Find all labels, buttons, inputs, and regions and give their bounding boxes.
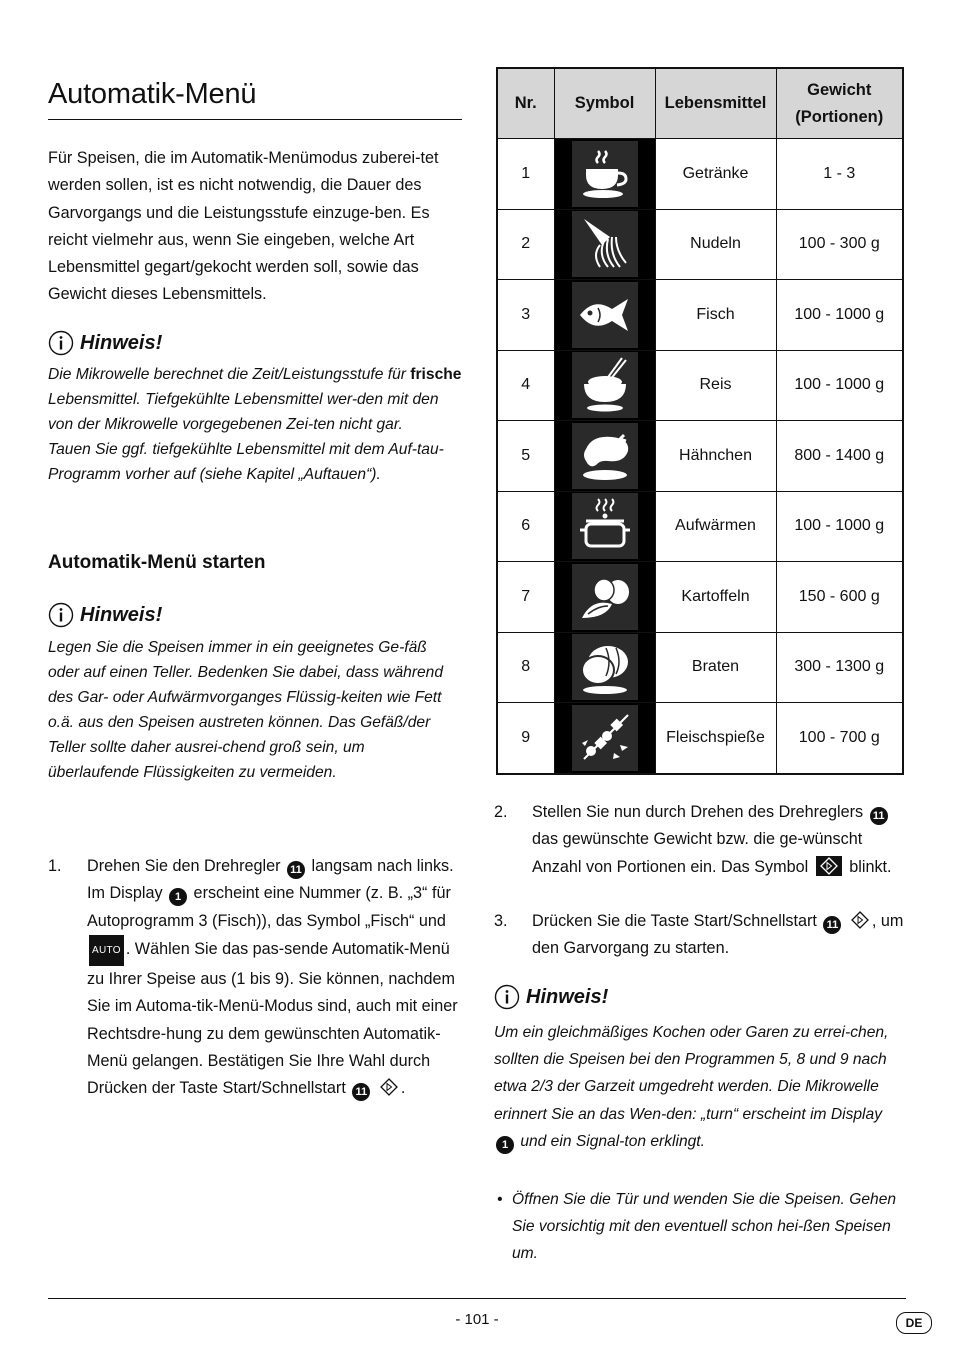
skewer-icon: [576, 709, 634, 767]
language-badge: DE: [896, 1312, 932, 1334]
food-weight: 300 - 1300 g: [776, 632, 903, 703]
knob-11-glyph: 11: [352, 1083, 370, 1101]
table-row: [497, 703, 903, 774]
info-icon: [48, 602, 74, 628]
row-number: 1: [497, 139, 554, 210]
food-weight: 100 - 1000 g: [776, 350, 903, 421]
row-number: 9: [497, 703, 554, 774]
table-row: [497, 350, 903, 421]
row-number: 7: [497, 562, 554, 633]
step-2-number: 2.: [494, 803, 508, 821]
knob-11-glyph: 11: [823, 916, 841, 934]
food-weight: 100 - 1000 g: [776, 491, 903, 562]
food-name: Aufwärmen: [655, 491, 776, 562]
table-row: [497, 209, 903, 280]
row-number: 6: [497, 491, 554, 562]
row-number: 3: [497, 280, 554, 351]
page-title: Automatik-Menü: [48, 78, 257, 110]
bullet-marker: •: [497, 1191, 503, 1208]
hint-label: Hinweis!: [526, 985, 609, 1008]
auto-menu-table: [496, 67, 904, 775]
hint3-text: Um ein gleichmäßiges Kochen oder Garen zu errei-chen, sollten die Speisen bei den Programmen 5, 8 und 9 nach etwa 2/3 der Garzeit umgedreht werden. Die Mikrowelle erinnert Sie an das Wen-den: „turn“ erscheint im Display 1 und ein Signal-ton erklingt.: [494, 1019, 906, 1155]
fish-icon: [576, 286, 634, 344]
col-header: Lebensmittel: [655, 68, 776, 139]
table-row: [497, 632, 903, 703]
food-name: Getränke: [655, 139, 776, 210]
food-name: Nudeln: [655, 209, 776, 280]
knob-11-glyph: 11: [870, 807, 888, 825]
step-2-text: Stellen Sie nun durch Drehen des Drehreglers 11 das gewünschte Gewicht bzw. die ge-wünscht Anzahl von Portionen ein. Das Symbol blinkt.: [532, 803, 892, 876]
hint2-text: Legen Sie die Speisen immer in ein geeignetes Ge-fäß oder auf einen Teller. Bedenken Sie dabei, dass während des Gar- oder Aufwärmvorganges Flüssig-keiten wie Fett o.ä. aus den Speisen austreten können. Das Gefäß/der Teller sollte daher ausrei-chend groß sein, um überlaufende Flüssigkeiten zu vermeiden.: [48, 639, 444, 781]
pot-icon: [576, 497, 634, 555]
food-weight: 800 - 1400 g: [776, 421, 903, 492]
info-icon: [48, 330, 74, 356]
food-weight: 100 - 300 g: [776, 209, 903, 280]
food-weight: 100 - 700 g: [776, 703, 903, 774]
intro-paragraph: Für Speisen, die im Automatik-Menümodus zuberei-tet werden sollen, ist es nicht notwendig, die Dauer des Garvorgangs und die Leistungsstufe einzuge-ben. Es reicht vielmehr aus, wenn Sie eingeben, welche Art Lebensmittel gegart/gekocht werden soll, sowie das Gewicht dieses Lebensmittels.: [48, 149, 439, 304]
knob-11-glyph: 11: [287, 861, 305, 879]
info-icon: [494, 984, 520, 1010]
col-header: Gewicht (Portionen): [776, 68, 903, 139]
chicken-icon: [576, 427, 634, 485]
hint1-text: Die Mikrowelle berechnet die Zeit/Leistungsstufe für frische Lebensmittel. Tiefgekühlte Lebensmittel wer-den mit den von der Mikrowelle vorgegebenen Zei-ten nicht gar. Tauen Sie ggf. tiefgekühlte Lebensmittel mit dem Auf-tau-Programm vorher auf (siehe Kapitel „Auftauen“).: [48, 366, 462, 483]
table-row: [497, 562, 903, 633]
food-name: Reis: [655, 350, 776, 421]
display-1-glyph: 1: [169, 888, 187, 906]
food-weight: 150 - 600 g: [776, 562, 903, 633]
food-weight: 1 - 3: [776, 139, 903, 210]
food-name: Hähnchen: [655, 421, 776, 492]
roast-icon: [576, 638, 634, 696]
table-row: [497, 421, 903, 492]
col-header: Symbol: [554, 68, 655, 139]
row-number: 4: [497, 350, 554, 421]
cup-icon: [576, 145, 634, 203]
step-1-number: 1.: [48, 857, 62, 875]
section-heading: Automatik-Menü starten: [48, 552, 266, 573]
food-name: Braten: [655, 632, 776, 703]
start-diamond-icon: [850, 911, 870, 929]
table-row: [497, 139, 903, 210]
food-name: Fisch: [655, 280, 776, 351]
title-rule: [48, 119, 462, 120]
start-diamond-icon: [379, 1078, 399, 1096]
row-number: 8: [497, 632, 554, 703]
page-number: - 101 -: [455, 1311, 499, 1328]
noodles-icon: [576, 215, 634, 273]
table-header-row: [497, 68, 903, 139]
auto-icon: AUTO: [89, 935, 124, 966]
col-header: Nr.: [497, 68, 554, 139]
table-row: [497, 491, 903, 562]
food-name: Kartoffeln: [655, 562, 776, 633]
hint-heading: [48, 330, 162, 356]
start-symbol-icon: [816, 856, 842, 876]
potato-icon: [576, 568, 634, 626]
food-weight: 100 - 1000 g: [776, 280, 903, 351]
footer-rule: [48, 1298, 906, 1299]
hint-heading: [48, 602, 162, 628]
rice-bowl-icon: [576, 356, 634, 414]
hint-label: Hinweis!: [80, 603, 163, 626]
step-1-text: Drehen Sie den Drehregler 11 langsam nach links. Im Display 1 erscheint eine Nummer (z. B. „3“ für Autoprogramm 3 (Fisch)), das Symbol „Fisch“ und AUTO . Wählen Sie das pas-sende Automatik-Menü zu Ihrer Speise aus (1 bis 9). Sie können, nachdem Sie im Automa-tik-Menü-Modus sind, auch mit einer Rechtsdre-hung zu dem gewünschten Automatik-Menü gelangen. Bestätigen Sie Ihre Wahl durch Drücken der Taste Start/Schnellstart 11 .: [87, 853, 463, 1103]
table-row: [497, 280, 903, 351]
food-name: Fleischspieße: [655, 703, 776, 774]
row-number: 2: [497, 209, 554, 280]
hint-label: Hinweis!: [80, 331, 163, 354]
step-3-text: Drücken Sie die Taste Start/Schnellstart 11 , um den Garvorgang zu starten.: [532, 912, 904, 958]
hint-heading: [494, 984, 608, 1010]
step-3-number: 3.: [494, 912, 508, 930]
row-number: 5: [497, 421, 554, 492]
display-1-glyph: 1: [496, 1136, 514, 1154]
bullet-text: Öffnen Sie die Tür und wenden Sie die Speisen. Gehen Sie vorsichtig mit den eventuell schon hei-ßen Speisen um.: [512, 1191, 897, 1263]
